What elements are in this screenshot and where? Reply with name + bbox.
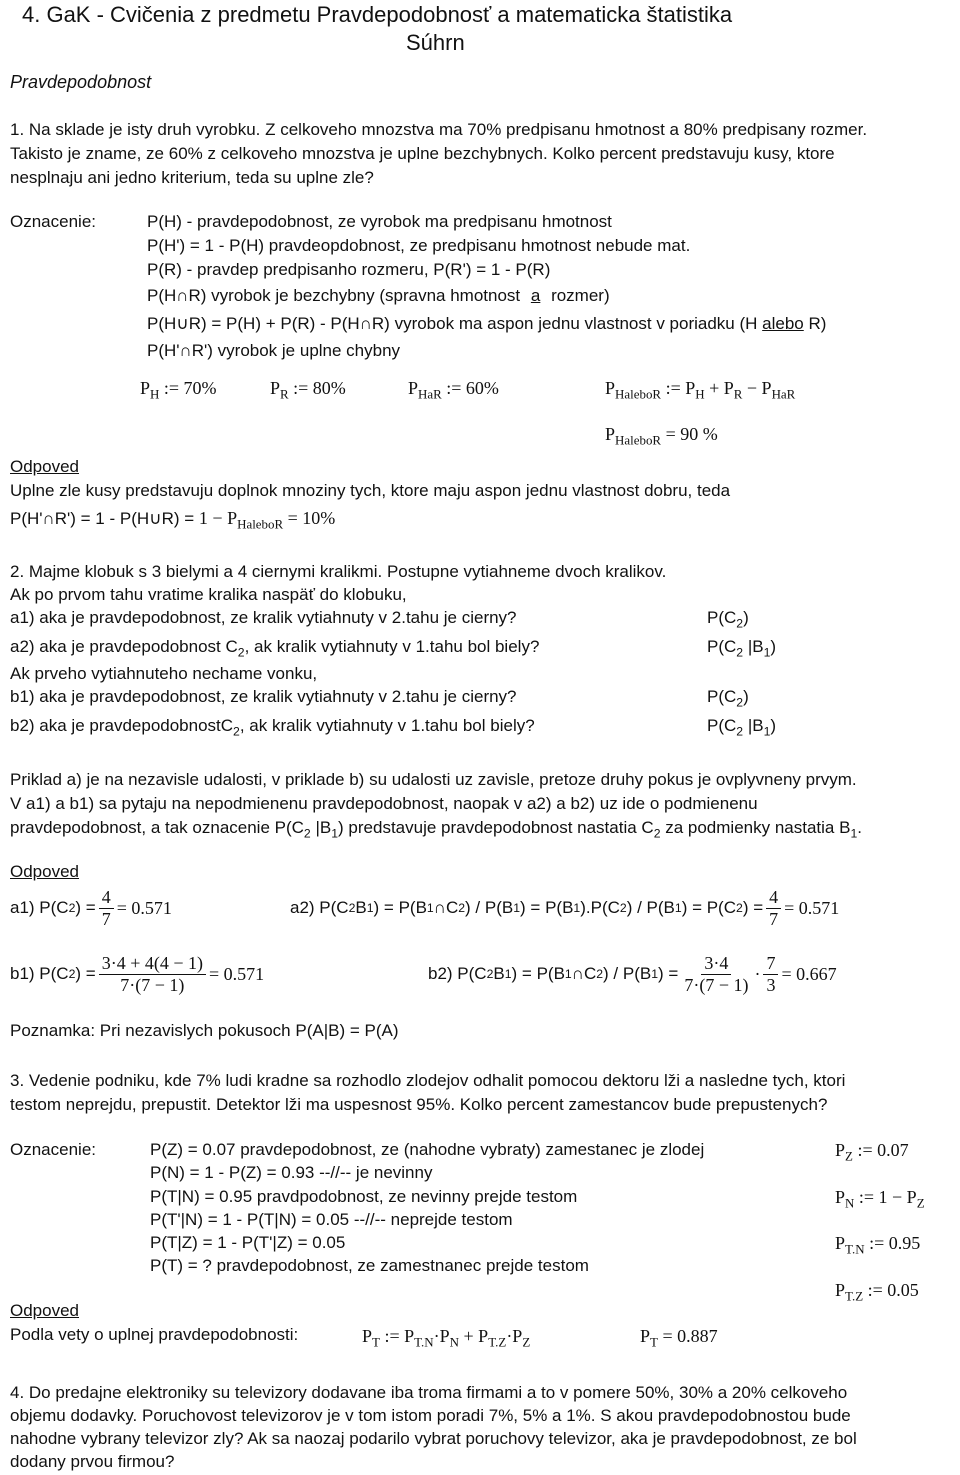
text: ) predstavuje pravdepodobnost nastatia C <box>338 818 654 837</box>
denominator: 7 <box>769 908 779 929</box>
text: a1) P(C <box>10 898 69 918</box>
p2-subquestion <box>10 716 535 739</box>
text: 2 <box>736 616 744 631</box>
text: T.Z <box>845 1288 864 1304</box>
text: ).P(C <box>580 898 620 918</box>
text: H <box>695 386 705 402</box>
numerator: 4 <box>766 887 781 909</box>
p3-question-line: 3. Vedenie podniku, kde 7% ludi kradne sa rozhodlo zlodejov odhalit pomocou dektoru lži a nasledne tych, ktori <box>10 1071 846 1090</box>
text: ) = P(B <box>373 898 427 918</box>
text: := 0.95 <box>864 1233 921 1253</box>
p1-answer-heading: Odpoved <box>10 457 79 476</box>
numerator: 3·4 + 4(4 − 1) <box>99 953 206 975</box>
text: P(C <box>707 716 737 735</box>
formula-phalebor <box>605 378 796 402</box>
text: B <box>493 964 505 984</box>
p3-vety-label: Podla vety o uplnej pravdepodobnosti: <box>10 1325 299 1344</box>
text: ) = <box>75 964 96 984</box>
result: = 0.667 <box>781 963 837 984</box>
text: ) = P(B <box>511 964 565 984</box>
solution-b1: b1) P(C 2 ) = $\frac{3\cdot 4 + 4(4 - 1)}{7\cdot(7 - 1)}$ = 0.571 <box>10 952 265 995</box>
p3-definition: P(N) = 1 - P(Z) = 0.93 --//-- je nevinny <box>150 1163 433 1182</box>
text: R) = P(H) + P(R) - P(H <box>188 314 360 333</box>
text: |B <box>310 818 332 837</box>
fraction <box>99 953 206 995</box>
text: H <box>150 386 160 402</box>
text: HaleboR <box>615 386 662 402</box>
text: P <box>140 378 151 398</box>
result: = 0.571 <box>116 897 172 918</box>
formula-pt-result <box>640 1326 718 1350</box>
page-title: 4. GaK - Cvičenia z predmetu Pravdepodobnosť a matematicka štatistika <box>22 2 733 27</box>
text: ) = P(B <box>520 898 574 918</box>
text: N <box>449 1334 460 1350</box>
p4-question-line: nahodne vybrany televizor zly? Ak sa naozaj podarilo vybrat poruchovy televizor, aka je pravdepodobnost, ze bol <box>10 1429 857 1448</box>
solution-b2: b2) P(C 2 B 1 ) = P(B 1 ∩ C 2 ) / P(B 1 ) = $\frac{3\cdot 4}{7\cdot(7 - 1)}$ · $\frac{7}{3}$ = 0.667 <box>428 952 837 995</box>
denominator: 7·(7 − 1) <box>120 974 185 995</box>
p4-question-line: dodany prvou firmou? <box>10 1452 175 1471</box>
text: |B <box>743 716 764 735</box>
text: a2) P(C <box>290 898 349 918</box>
fraction <box>763 953 778 995</box>
text: + P <box>459 1326 489 1346</box>
p2-question-line: Ak po prvom tahu vratime kralika naspäť do klobuku, <box>10 585 407 604</box>
text: P <box>835 1187 846 1207</box>
text: ) / P(B <box>465 898 514 918</box>
numerator: 3·4 <box>701 953 731 975</box>
intersection-icon: ∩ <box>176 286 189 305</box>
text: ·P <box>433 1326 450 1346</box>
p3-question-line: testom neprejdu, prepustit. Detektor lži ma uspesnost 95%. Kolko percent zamestancov bude prepustenych? <box>10 1095 828 1114</box>
solution-a2: a2) P(C 2 B 1 ) = P(B 1 ∩ C 2 ) / P(B 1 ) = P(B 1 ).P(C 2 ) / P(B 1 ) = P(C 2 ) = $\frac{4}{7}$ = 0.571 <box>290 886 840 929</box>
text: P <box>835 1233 846 1253</box>
text: P <box>605 424 616 444</box>
p3-definition: P(T|Z) = 1 - P(T'|Z) = 0.05 <box>150 1233 346 1252</box>
text: 1 <box>331 826 339 841</box>
text: 2 <box>303 826 311 841</box>
text: = 0.887 <box>657 1326 718 1346</box>
text: HaR <box>771 386 796 402</box>
text: + P <box>704 378 734 398</box>
formula-ptz <box>835 1280 919 1304</box>
text: P <box>835 1140 846 1160</box>
union-icon: ∪ <box>149 509 162 528</box>
text: P(H <box>147 314 177 333</box>
p1-question-line: 1. Na sklade je isty druh vyrobku. Z celkoveho mnozstva ma 70% predpisanu hmotnost a 80% predpisany rozmer. <box>10 120 868 139</box>
text: ) = <box>75 898 96 918</box>
text: R <box>280 386 289 402</box>
p2-question-line: 2. Majme klobuk s 3 bielymi a 4 ciernymi kralikmi. Postupne vytiahneme dvoch kralikov. <box>10 562 667 581</box>
page-subtitle: Súhrn <box>406 30 465 55</box>
text: ) <box>743 687 749 706</box>
text: ) = <box>658 964 679 984</box>
formula-pt <box>362 1326 531 1350</box>
numerator: 4 <box>99 887 114 909</box>
text: 2 <box>233 724 240 739</box>
text: B <box>355 898 367 918</box>
text: 2 <box>736 645 744 660</box>
result: = 0.571 <box>209 963 265 984</box>
text: T.Z <box>488 1334 507 1350</box>
intersection-icon: ∩ <box>433 898 446 918</box>
text: R) = <box>161 509 199 528</box>
text: pravdepodobnost, a tak oznacenie P(C <box>10 818 304 837</box>
text: , ak kralik vytiahnuty v 1.tahu bol biely? <box>239 716 535 735</box>
text: ) = <box>742 898 764 918</box>
text: = 90 % <box>661 424 718 444</box>
p3-definition: P(T'|N) = 1 - P(T|N) = 0.05 --//-- neprejde testom <box>150 1210 513 1229</box>
text: b2) aka je pravdepodobnostC <box>10 716 234 735</box>
text: . <box>857 818 862 837</box>
text: P(H' <box>147 341 180 360</box>
text: Z <box>916 1195 925 1211</box>
denominator: 7 <box>101 908 111 929</box>
math <box>198 508 336 532</box>
solution-a1: a1) P(C 2 ) = $\frac{4}{7}$ = 0.571 <box>10 886 172 929</box>
text: P <box>605 378 616 398</box>
text: := 80% <box>288 378 346 398</box>
numerator: 7 <box>763 953 778 975</box>
text: 2 <box>736 724 744 739</box>
text: rozmer) <box>546 286 610 305</box>
p1-definition <box>147 314 826 334</box>
p1-oznacenie-label: Oznacenie: <box>10 212 96 231</box>
fraction <box>681 953 751 995</box>
text: R <box>733 386 743 402</box>
p4-question-line: objemu dodavky. Poruchovost televizorov je v tom istom poradi 7%, 5% a 1%. S akou pravdepodobnostou bude <box>10 1406 851 1425</box>
text: := 0.07 <box>852 1140 909 1160</box>
text: C <box>583 964 597 984</box>
p1-question-line: nesplnaju ani jedno kriterium, teda su uplne zle? <box>10 168 374 187</box>
result: = 0.571 <box>784 897 840 918</box>
p2-prob-label <box>707 687 749 710</box>
text: P <box>640 1326 651 1346</box>
text: 2 <box>653 826 661 841</box>
formula-ptn <box>835 1233 921 1257</box>
union-icon: ∪ <box>176 314 189 333</box>
p2-note: Poznamka: Pri nezavislych pokusoch P(A|B) = P(A) <box>10 1021 399 1040</box>
text: HaleboR <box>237 516 284 532</box>
text: P(H' <box>10 509 43 528</box>
text: ) = P(C <box>681 898 736 918</box>
text: a2) aka je pravdepodobnost C <box>10 637 238 656</box>
text: za podmienky nastatia B <box>660 818 851 837</box>
text: ·P <box>506 1326 523 1346</box>
text: C <box>445 898 459 918</box>
fraction <box>99 887 114 929</box>
text: , ak kralik vytiahnuty v 1.tahu bol biely? <box>244 637 540 656</box>
intersection-icon: ∩ <box>571 964 584 984</box>
multiply-sign: · <box>754 963 761 984</box>
text: R) vyrobok je bezchybny (spravna hmotnost <box>188 286 525 305</box>
p1-definition: P(R) - pravdep predpisanho rozmeru, P(R') = 1 - P(R) <box>147 260 551 279</box>
text: − P <box>742 378 772 398</box>
p2-subquestion <box>10 637 540 660</box>
text: := 1 − P <box>854 1187 917 1207</box>
text: HaleboR <box>615 432 662 448</box>
text: T.N <box>414 1334 434 1350</box>
text: P(H <box>147 286 177 305</box>
text: ) <box>770 716 777 735</box>
intersection-icon: ∩ <box>42 509 55 528</box>
p4-question-line: 4. Do predajne elektroniky su televizory dodavane iba troma firmami a to v pomere 50%, 30% a 20% celkoveho <box>10 1383 848 1402</box>
p2-subquestion: b1) aka je pravdepodobnost, ze kralik vytiahnuty v 2.tahu je cierny? <box>10 687 517 706</box>
text: |B <box>743 637 764 656</box>
formula-result <box>605 424 718 448</box>
p2-answer-heading: Odpoved <box>10 862 79 881</box>
text: alebo <box>762 314 804 333</box>
formula-ph <box>140 378 217 402</box>
text: T <box>372 1334 380 1350</box>
p1-definition: P(H) - pravdepodobnost, ze vyrobok ma predpisanu hmotnost <box>147 212 612 231</box>
text: ) / P(B <box>603 964 652 984</box>
text: R') = 1 - P(H <box>54 509 150 528</box>
text: := P <box>379 1326 415 1346</box>
fraction <box>766 887 781 929</box>
text: b2) P(C <box>428 964 487 984</box>
text: R) vyrobok ma aspon jednu vlastnost v poriadku (H <box>371 314 763 333</box>
text: 1 − P <box>198 508 238 528</box>
formula-pn <box>835 1187 925 1211</box>
p2-explanation <box>10 818 862 841</box>
text: 2 <box>736 695 744 710</box>
p1-answer-line <box>10 508 336 532</box>
formula-phar <box>408 378 499 402</box>
text: = 10% <box>283 508 336 528</box>
p2-prob-label <box>707 637 777 660</box>
p3-answer-heading: Odpoved <box>10 1301 79 1320</box>
p2-explanation: Priklad a) je na nezavisle udalosti, v priklade b) su udalosti uz zavisle, pretoze druhy pokus je ovplyvneny prvym. <box>10 770 857 789</box>
text: := 60% <box>441 378 499 398</box>
text: := P <box>661 378 696 398</box>
text: P(C <box>707 608 737 627</box>
formula-pr <box>270 378 346 402</box>
text: a <box>530 286 541 305</box>
p1-definition <box>147 341 400 361</box>
text: P(C <box>707 687 737 706</box>
text: T <box>650 1334 658 1350</box>
intersection-icon: ∩ <box>359 314 372 333</box>
p1-definition: P(H') = 1 - P(H) pravdeopdobnost, ze predpisanu hmotnost nebude mat. <box>147 236 691 255</box>
p3-oznacenie-label: Oznacenie: <box>10 1140 96 1159</box>
text: P <box>835 1280 846 1300</box>
p2-prob-label <box>707 608 749 631</box>
p3-definition: P(T|N) = 0.95 pravdpodobnost, ze nevinny prejde testom <box>150 1187 578 1206</box>
text: 2 <box>237 645 245 660</box>
text: HaR <box>418 386 442 402</box>
text: P <box>408 378 419 398</box>
p1-answer-line: Uplne zle kusy predstavuju doplnok mnoziny tych, ktore maju aspon jednu vlastnost dobru, teda <box>10 481 731 500</box>
denominator: 7·(7 − 1) <box>684 974 749 995</box>
text: P <box>362 1326 373 1346</box>
denominator: 3 <box>766 974 776 995</box>
text: := 70% <box>159 378 217 398</box>
p2-question-line: Ak prveho vytiahnuteho nechame vonku, <box>10 664 318 683</box>
text: P <box>270 378 281 398</box>
p1-definition <box>147 286 610 306</box>
p2-prob-label <box>707 716 777 739</box>
formula-pz <box>835 1140 909 1164</box>
text: 1 <box>763 724 771 739</box>
p2-subquestion: a1) aka je pravdepodobnost, ze kralik vytiahnuty v 2.tahu je cierny? <box>10 608 517 627</box>
text: b1) P(C <box>10 964 69 984</box>
text: Z <box>845 1148 853 1164</box>
text: 1 <box>850 826 858 841</box>
p3-definition: P(Z) = 0.07 pravdepodobnost, ze (nahodne vybraty) zamestanec je zlodej <box>150 1140 705 1159</box>
p3-definition: P(T) = ? pravdepodobnost, ze zamestnanec prejde testom <box>150 1256 589 1275</box>
text: 1 <box>763 645 771 660</box>
text: R') vyrobok je uplne chybny <box>191 341 401 360</box>
section-title: Pravdepodobnost <box>10 72 152 92</box>
text: ) <box>770 637 777 656</box>
text: ) / P(B <box>626 898 675 918</box>
text: := 0.05 <box>863 1280 919 1300</box>
text: P(C <box>707 637 737 656</box>
p1-question-line: Takisto je zname, ze 60% z celkoveho mnozstva je uplne bezchybnych. Kolko percent predstavuju kusy, ktore <box>10 144 835 163</box>
text: ) <box>743 608 749 627</box>
intersection-icon: ∩ <box>179 341 192 360</box>
text: N <box>845 1195 855 1211</box>
text: Z <box>522 1334 531 1350</box>
p2-explanation: V a1) a b1) sa pytaju na nepodmienenu pravdepodobnost, naopak v a2) a b2) uz ide o podmienenu <box>10 794 758 813</box>
text: R) <box>803 314 827 333</box>
text: T.N <box>845 1241 865 1257</box>
